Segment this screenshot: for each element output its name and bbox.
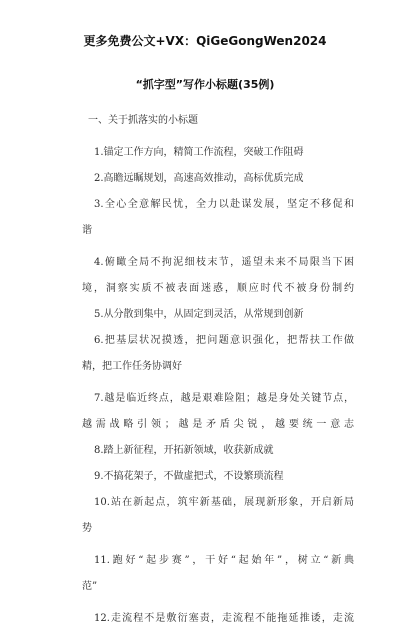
- list-item-4: 4.俯瞰全局不拘泥细枝末节，遥望未来不局限当下困: [94, 257, 354, 268]
- document-title: “抓字型”写作小标题(35例): [135, 78, 275, 91]
- list-item-5: 5.从分散到集中，从固定到灵活，从常规到创新: [94, 309, 304, 320]
- list-item-3-cont: 谐: [82, 225, 92, 236]
- list-item-10: 10.站在新起点，筑牢新基础，展现新形象，开启新局: [94, 497, 354, 508]
- list-item-12: 12.走流程不是敷衍塞责，走流程不能拖延推诿，走流: [94, 613, 354, 624]
- document-header: 更多免费公文+VX：QiGeGongWen2024: [83, 34, 327, 48]
- list-item-11-cont: 范”: [82, 581, 98, 592]
- list-item-10-cont: 势: [82, 523, 92, 534]
- list-item-7-cont: 越需战略引领；越是矛盾尖锐，越要统一意志: [82, 419, 354, 430]
- list-item-3: 3.全心全意解民忧，全力以赴谋发展，坚定不移促和: [94, 199, 354, 210]
- section-heading: 一、关于抓落实的小标题: [88, 115, 198, 126]
- list-item-6-cont: 精，把工作任务协调好: [82, 361, 182, 372]
- list-item-4-cont: 境，洞察实质不被表面迷惑，顺应时代不被身份制约: [82, 283, 354, 294]
- list-item-6: 6.把基层状况摸透，把问题意识强化，把帮扶工作做: [94, 335, 354, 346]
- list-item-7: 7.越是临近终点，越是艰难险阻；越是身处关键节点，: [94, 393, 354, 404]
- list-item-9: 9.不搞花架子，不做虚把式，不设繁琐流程: [94, 471, 284, 482]
- list-item-1: 1.锚定工作方向，精简工作流程，突破工作阻碍: [94, 147, 304, 158]
- list-item-11: 11.跑好“起步赛”，干好“起始年”，树立“新典: [94, 555, 354, 566]
- list-item-8: 8.踏上新征程，开拓新领域，收获新成就: [94, 445, 274, 456]
- list-item-2: 2.高瞻远瞩规划，高速高效推动，高标优质完成: [94, 173, 304, 184]
- document-body: [82, 116, 354, 624]
